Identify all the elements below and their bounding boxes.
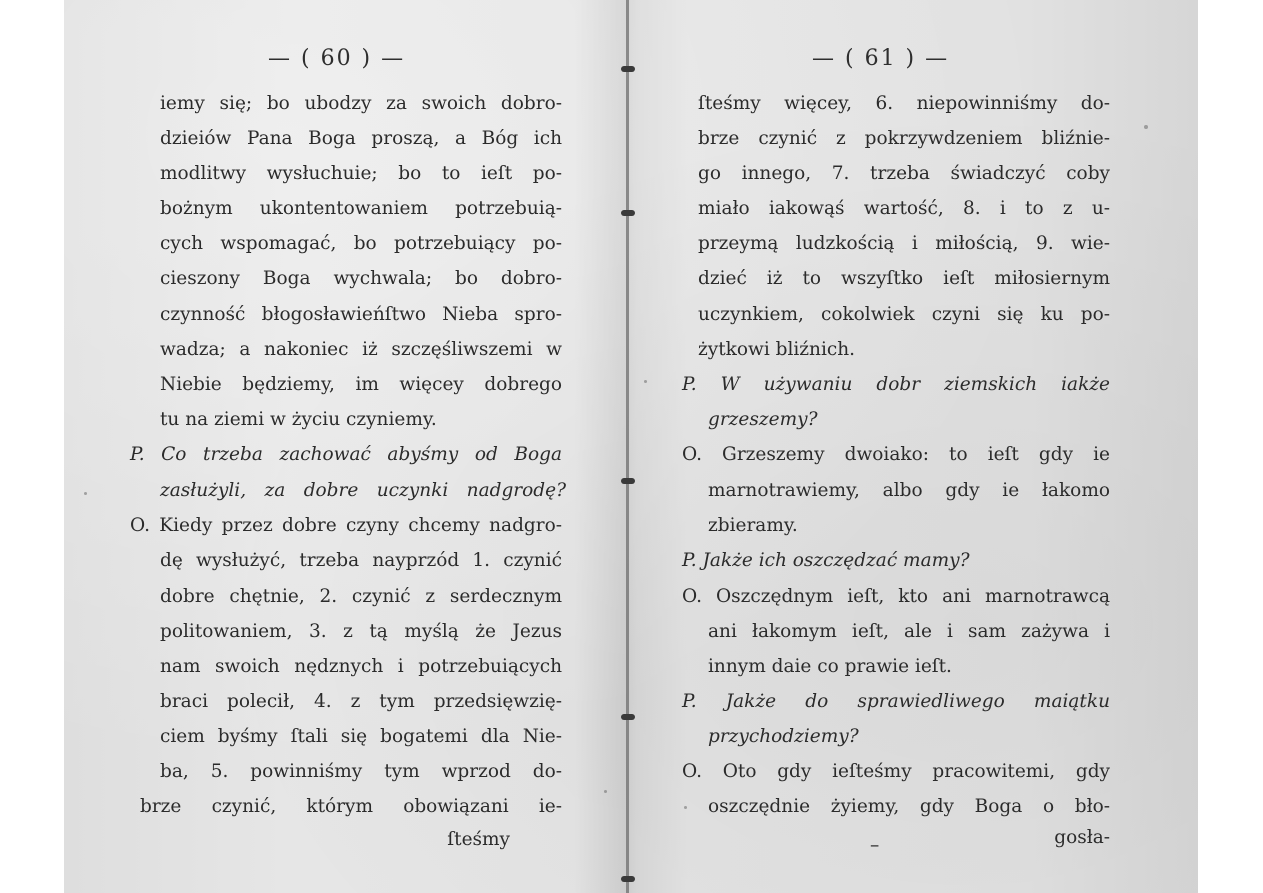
text-line: politowaniem, 3. z tą myślą że Jezus [160,621,562,642]
text-line: modlitwy wysłuchuie; bo to ieſt po- [160,163,562,184]
text-line: marnotrawiemy, albo gdy ie łakomo [708,480,1110,501]
text-line: ani łakomym ieſt, ale i sam zażywa i [708,621,1110,642]
text-line: iemy się; bo ubodzy za swoich dobro- [160,93,562,114]
answer-line: O. Grzeszemy dwoiako: to ieſt gdy ie [682,444,1110,465]
text-line: oszczędnie żyiemy, gdy Boga o bło- [708,796,1110,817]
text-line: miało iakowąś wartość, 8. i to z u- [698,198,1110,219]
text-line: Niebie będziemy, im więcey dobrego [160,374,562,395]
question-line: P. Jakże do sprawiedliwego maiątku [682,691,1110,712]
text-line: czynność błogosławieńſtwo Nieba spro- [160,304,562,325]
text-line: ba, 5. powinniśmy tym wprzod do- [160,761,562,782]
question-line: zasłużyli, za dobre uczynki nadgrodę? [160,480,566,501]
book-spine [626,0,629,893]
text-line: żytkowi bliźnich. [698,339,856,360]
text-line: brze czynić z pokrzywdzeniem bliźnie- [698,128,1110,149]
text-line: wadza; a nakoniec iż szczęśliwszemi w [160,339,562,360]
question-line: P. W używaniu dobr ziemskich iakże [682,374,1110,395]
answer-line: O. Oto gdy ieſteśmy pracowitemi, gdy [682,761,1110,782]
text-line: cieszony Boga wychwala; bo dobro- [160,268,562,289]
text-line: bożnym ukontentowaniem potrzebuią- [160,198,562,219]
answer-line: O. Oszczędnym ieſt, kto ani marnotrawcą [682,586,1110,607]
catchword: ſteśmy [447,829,510,850]
text-line: ciem byśmy ſtali się bogatemi dla Nie- [160,726,562,747]
book-scan [64,0,1198,893]
text-line: ſteśmy więcey, 6. niepowinniśmy do- [698,93,1110,114]
answer-line: O. Kiedy przez dobre czyny chcemy nadgro- [130,515,562,536]
text-line: dobre chętnie, 2. czynić z serdecznym [160,586,562,607]
question-line: P. Jakże ich oszczędzać mamy? [682,550,970,571]
text-line: uczynkiem, cokolwiek czyni się ku po- [698,304,1110,325]
text-line: zbieramy. [708,515,798,536]
text-line: dę wysłużyć, trzeba nayprzód 1. czynić [160,550,562,571]
text-line: cych wspomagać, bo potrzebuiący po- [160,233,562,254]
left-page [64,0,624,893]
page-number: — ( 60 ) — [268,46,406,71]
text-line: dzieiów Pana Boga proszą, a Bóg ich [160,128,562,149]
text-line: nam swoich nędznych i potrzebuiących [160,656,562,677]
text-line: dzieć iż to wszyſtko ieſt miłosiernym [698,268,1110,289]
text-line: brze czynić, którym obowiązani ie- [140,796,562,817]
text-line: innym daie co prawie ieſt. [708,656,952,677]
page-number: — ( 61 ) — [812,46,950,71]
right-page [632,0,1198,893]
text-line: przeymą ludzkością i miłością, 9. wie- [698,233,1110,254]
signature-mark: – [870,835,880,856]
text-line: braci polecił, 4. z tym przedsięwzię- [160,691,562,712]
catchword: gosła- [1054,827,1110,848]
text-line: go innego, 7. trzeba świadczyć coby [698,163,1110,184]
question-line: P. Co trzeba zachować abyśmy od Boga [130,444,562,465]
question-line: przychodziemy? [708,726,859,747]
question-line: grzeszemy? [708,409,818,430]
text-line: tu na ziemi w życiu czyniemy. [160,409,437,430]
